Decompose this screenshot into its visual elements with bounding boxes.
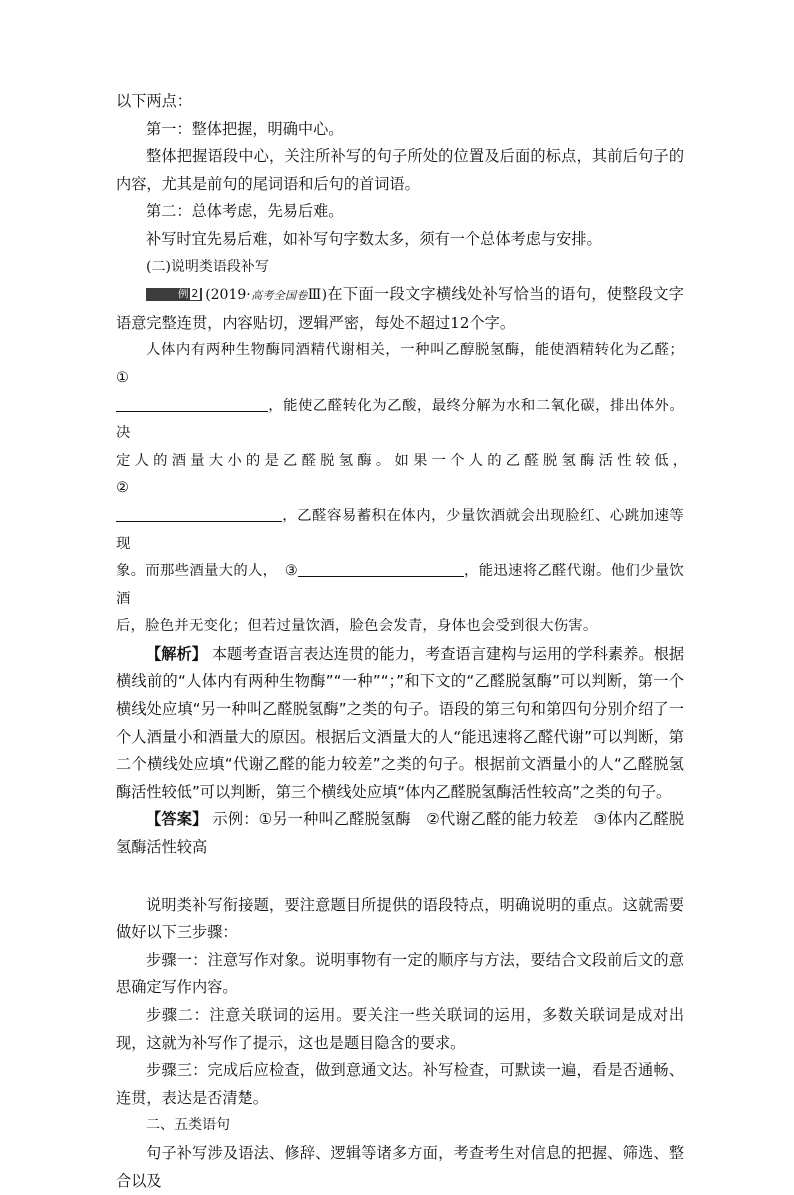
example-source-open: (2019· (205, 287, 251, 304)
method-step-1: 步骤一：注意写作对象。说明事物有一定的顺序与方法，要结合文段前后文的意思确定写作内容。 (116, 950, 684, 997)
answer (116, 806, 684, 861)
intro-line: 以下两点： (116, 92, 192, 110)
blank-3[interactable] (298, 560, 464, 577)
passage-line: 后，脸色并无变化；但若过量饮酒，脸色会发青，身体也会受到很大伤害。 (116, 618, 598, 635)
passage-line: 人体内有两种生物酶同酒精代谢相关，一种叫乙醇脱氢酶，能使酒精转化为乙醛；① (116, 342, 684, 386)
section-heading-two: 二、五类语句 (146, 1117, 230, 1134)
passage-line: ，能使乙醛转化为乙酸，最终分解为水和二氧化碳，排出体外。决 (116, 393, 684, 448)
passage-line: 定人的酒量大小的是乙醛脱氢酶。如果一个人的乙醛脱氢酶活性较低， ② (116, 452, 703, 497)
section-heading-explanatory: (二)说明类语段补写 (146, 258, 269, 275)
point-one-heading: 第一：整体把握，明确中心。 (146, 119, 344, 138)
example-question (116, 281, 684, 337)
analysis-text: 本题考查语言表达连贯的能力，考查语言建构与运用的学科素养。根据横线前的“人体内有两种生物酶”“一种”“；”和下文的“乙醛脱氢酶”可以判断，第一个横线处应填“另一种叫乙醛脱氢酶”之类的句子。语段的第三句和第四句分别介绍了一个人酒量小和酒量大的原因。根据后文酒量大的人“能迅速将乙醛代谢”可以判断，第二个横线处应填“代谢乙醛的能力较差”之类的句子。根据前文酒量小的人“乙醛脱氢酶活性较低”可以判断，第三个横线处应填“体内乙醛脱氢酶活性较高”之类的句子。 (116, 644, 685, 801)
point-two-body: 补写时宜先易后难，如补写句字数太多，须有一个总体考虑与安排。 (146, 229, 602, 248)
method-intro: 说明类补写衔接题，要注意题目所提供的语段特点，明确说明的重点。这就需要做好以下三步骤： (116, 895, 684, 942)
blank-1[interactable] (116, 395, 268, 412)
example-source-name: 高考全国卷 (250, 289, 308, 303)
passage-line: ，乙醛容易蓄积在体内，少量饮酒就会出现脸红、心跳加速等现 (116, 503, 684, 558)
analysis-label: 【解析】 (146, 644, 207, 663)
blank-2[interactable] (116, 505, 282, 522)
answer-text: 示例：①另一种叫乙醛脱氢酶 ②代谢乙醛的能力较差 ③体内乙醛脱氢酶活性较高 (116, 810, 685, 857)
point-two-heading: 第二：总体考虑，先易后难。 (146, 202, 344, 221)
example-source-close: Ⅲ) (307, 287, 328, 304)
passage (116, 337, 703, 641)
point-one-body: 整体把握语段中心，关注所补写的句子所处的位置及后面的标点，其前后句子的内容，尤其是前句的尾词语和后句的首词语。 (116, 147, 684, 193)
example-badge: 例 2 (146, 288, 202, 301)
method-step-3: 步骤三：完成后应检查，做到意通文达。补写检查，可默读一遍，看是否通畅、连贯，表达是否清楚。 (116, 1061, 684, 1107)
passage-line: 象。而那些酒量大的人， ③ ，能迅速将乙醛代谢。他们少量饮酒 (116, 558, 684, 613)
document-page (116, 88, 703, 1195)
final-paragraph: 句子补写涉及语法、修辞、逻辑等诸多方面，考查考生对信息的把握、筛选、整合以及 (116, 1143, 684, 1190)
example-question-text: 在下面一段文字横线处补写恰当的语句，使整段文字语意完整连贯，内容贴切，逻辑严密，每处不超过12个字。 (116, 285, 684, 332)
analysis (116, 641, 684, 807)
answer-label: 【答案】 (146, 810, 208, 829)
method-step-2: 步骤二：注意关联词的运用。要关注一些关联词的运用，多数关联词是成对出现，这就为补写作了提示，这也是题目隐含的要求。 (116, 1006, 684, 1052)
